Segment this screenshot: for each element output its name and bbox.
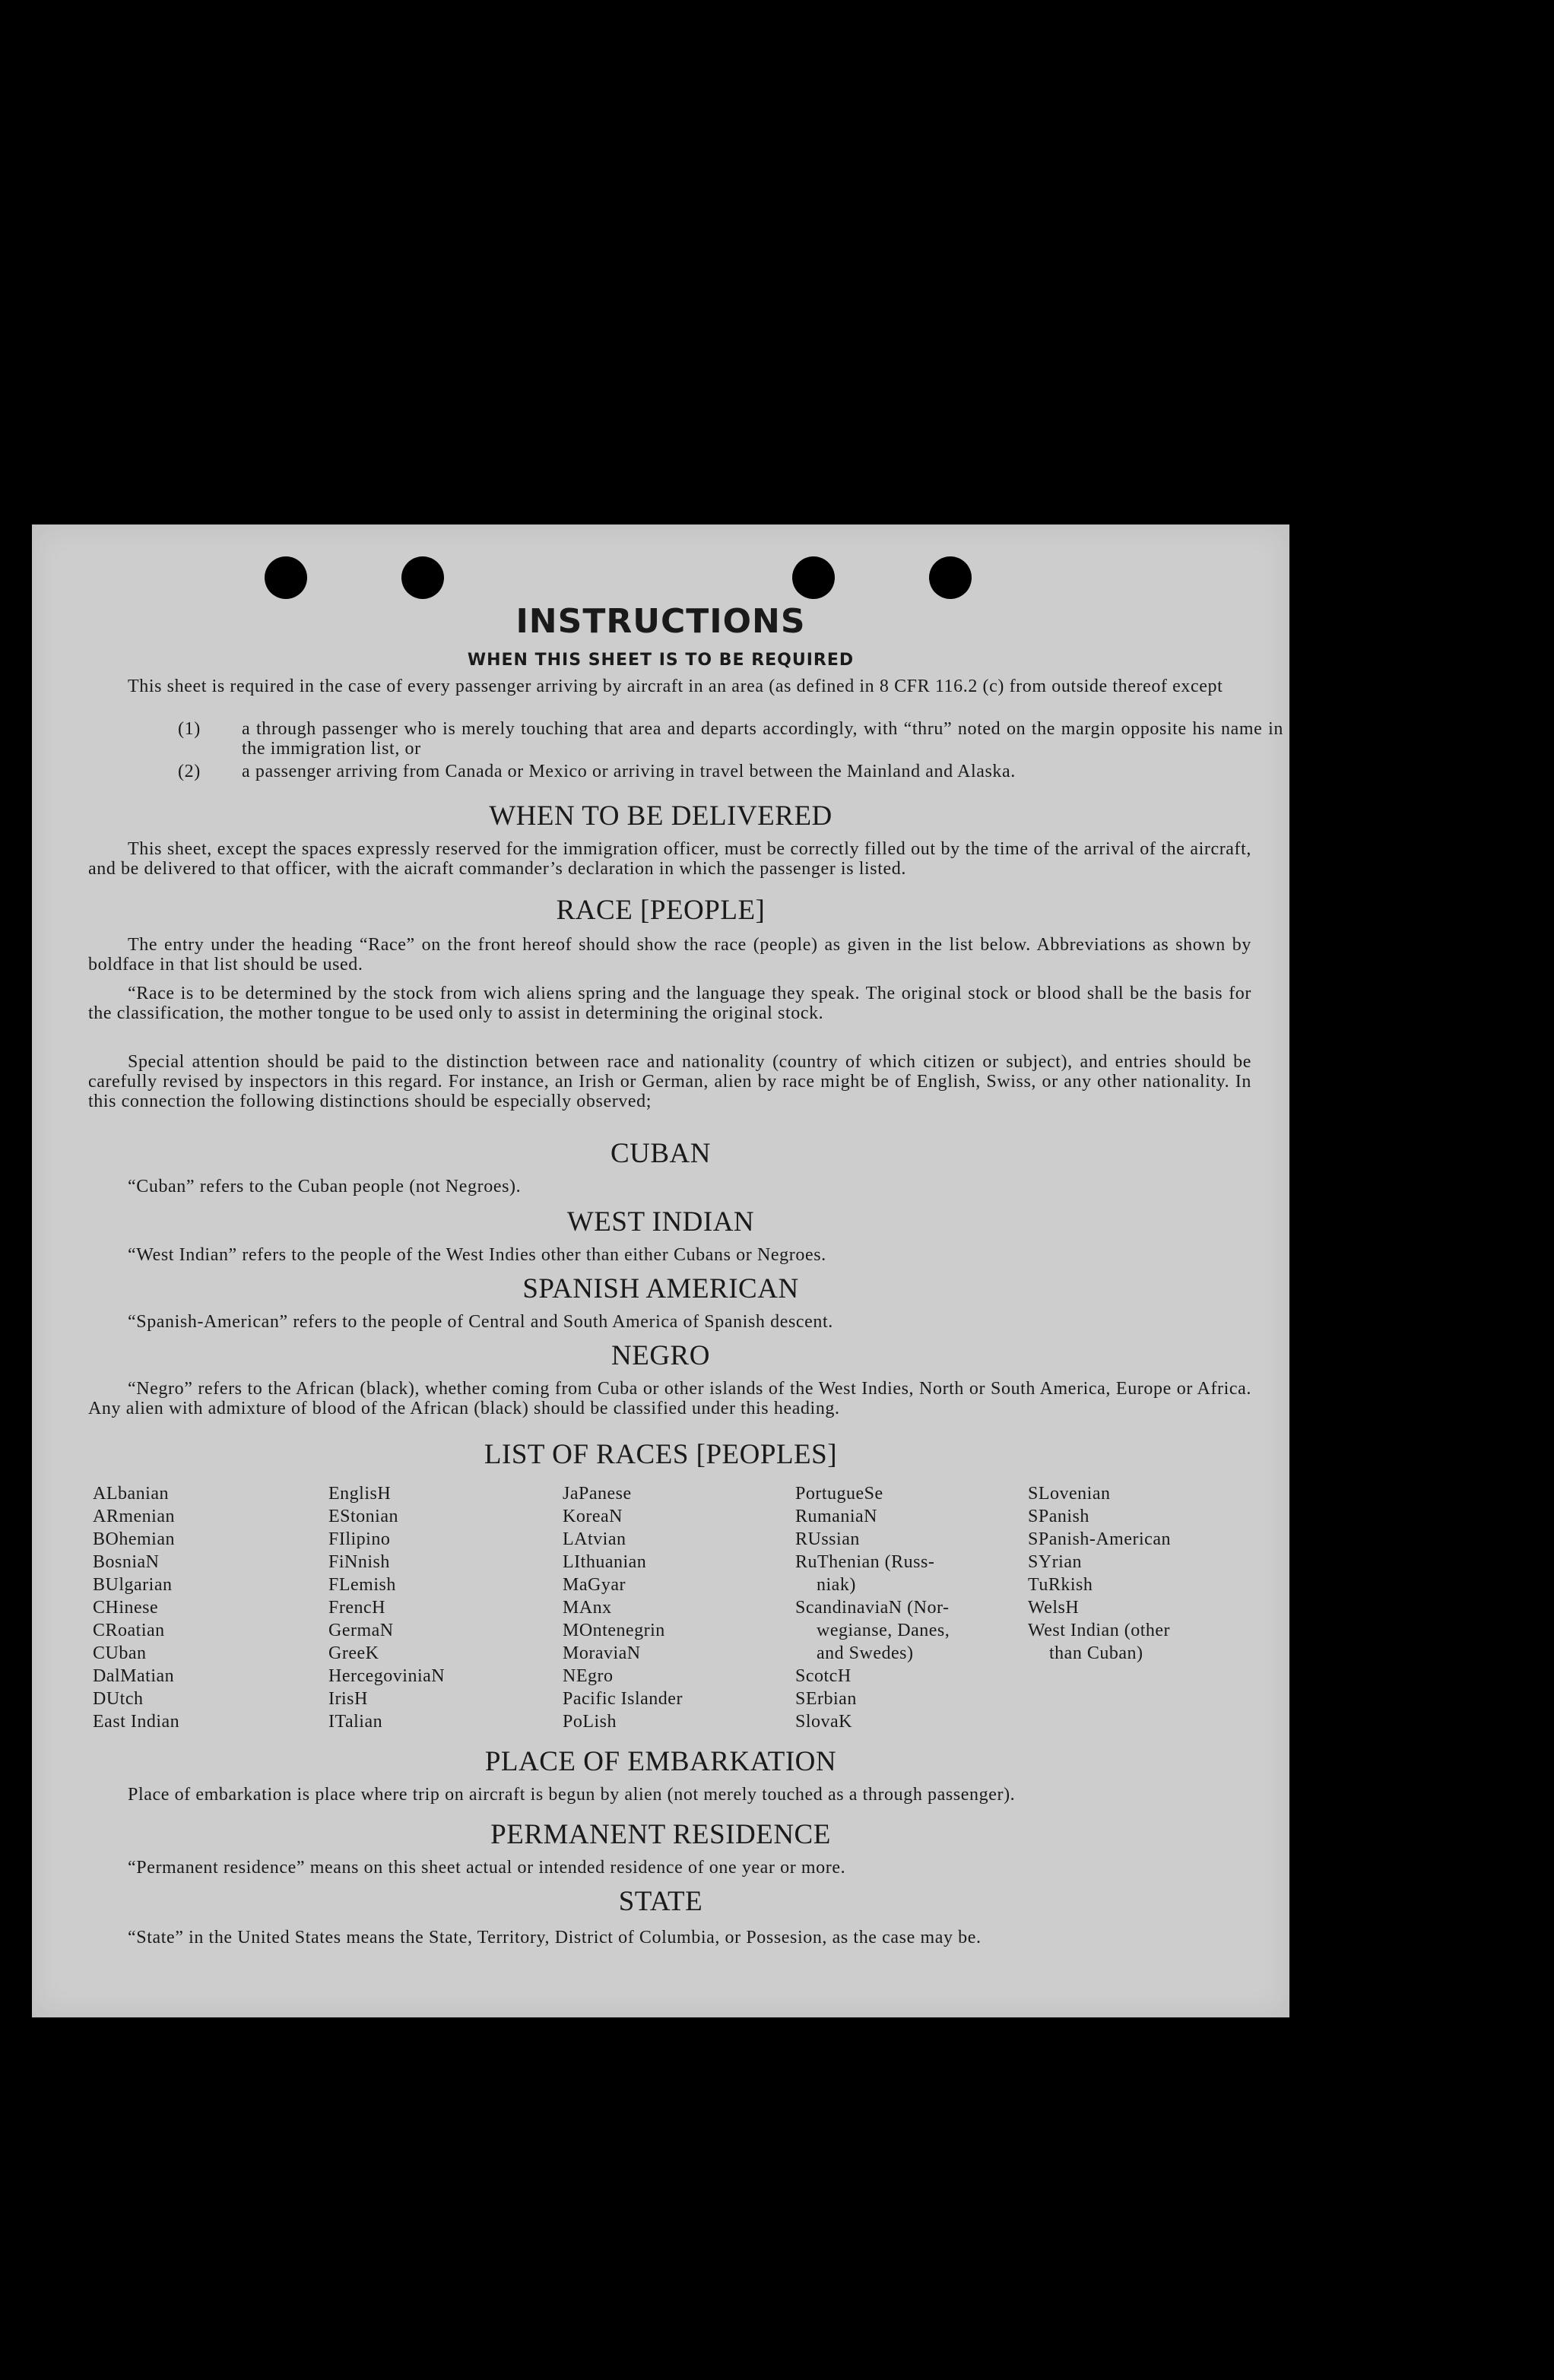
race-entry: SPanish-American: [1028, 1529, 1171, 1549]
race-entry: ARmenian: [93, 1507, 175, 1526]
race-entry: MoraviaN: [563, 1643, 641, 1663]
race-entry: RuThenian (Russ-: [795, 1552, 935, 1572]
race-entry: SErbian: [795, 1689, 857, 1709]
race-entry: West Indian (other: [1028, 1621, 1171, 1640]
section-heading-negro: NEGRO: [611, 1340, 710, 1371]
section-heading-spanish-american: SPANISH AMERICAN: [522, 1273, 799, 1304]
west-indian-paragraph: “West Indian” refers to the people of the West Indies other than either Cubans or Negroes.: [128, 1245, 826, 1265]
race-entry: DalMatian: [93, 1666, 175, 1686]
race-entry: LIthuanian: [563, 1552, 647, 1572]
negro-paragraph: “Negro” refers to the African (black), whether coming from Cuba or other islands of the West Indies, North or South America, Europe or Africa. Any alien with admixture of blood of the African (black) should be classified under this heading.: [88, 1379, 1251, 1418]
state-paragraph: “State” in the United States means the State, Territory, District of Columbia, or Possesion, as the case may be.: [128, 1928, 982, 1947]
race-entry: PoLish: [563, 1712, 617, 1732]
race-entry: ALbanian: [93, 1484, 169, 1504]
races-column-2: [328, 1482, 445, 1733]
race-entry: DUtch: [93, 1689, 144, 1709]
cuban-paragraph: “Cuban” refers to the Cuban people (not Negroes).: [128, 1177, 522, 1196]
race-entry: EnglisH: [328, 1484, 392, 1504]
race-entry: GreeK: [328, 1643, 379, 1663]
race-entry: MOntenegrin: [563, 1621, 665, 1640]
race-entry: MAnx: [563, 1598, 612, 1618]
punch-hole: [401, 556, 444, 599]
races-column-1: [93, 1482, 179, 1733]
race-entry: IrisH: [328, 1689, 368, 1709]
race-entry: niak): [817, 1575, 856, 1595]
race-entry: TuRkish: [1028, 1575, 1093, 1595]
section-heading-cuban: CUBAN: [610, 1138, 712, 1169]
exception-number: (1): [178, 719, 201, 739]
race-paragraph-3: Special attention should be paid to the distinction between race and nationality (country of which citizen or subject), and entries should be carefully revised by inspectors in this regard. For instance, an Irish or German, alien by race might be of English, Swiss, or any other nationality. In this connection the following distinctions should be especially observed;: [88, 1052, 1251, 1111]
exception-number: (2): [178, 762, 201, 781]
section-heading-delivered: WHEN TO BE DELIVERED: [489, 800, 832, 832]
race-entry: East Indian: [93, 1712, 180, 1732]
race-entry: KoreaN: [563, 1507, 623, 1526]
exception-text: a through passenger who is merely touching that area and departs accordingly, with “thru” noted on the margin opposite his name in the immigration list, or: [242, 719, 1283, 759]
race-entry: wegianse, Danes,: [817, 1621, 950, 1640]
race-entry: SlovaK: [795, 1712, 852, 1732]
races-column-5: [1028, 1482, 1171, 1665]
races-column-4: [795, 1482, 950, 1733]
race-entry: FIlipino: [328, 1529, 391, 1549]
races-column-3: [563, 1482, 683, 1733]
race-entry: Pacific Islander: [563, 1689, 683, 1709]
race-entry: ScotcH: [795, 1666, 852, 1686]
instruction-sheet: [32, 524, 1289, 2017]
race-entry: RUssian: [795, 1529, 860, 1549]
section-heading-races: LIST OF RACES [PEOPLES]: [484, 1439, 838, 1470]
section-heading-race: RACE [PEOPLE]: [556, 895, 766, 926]
section-heading-west-indian: WEST INDIAN: [566, 1206, 755, 1238]
section-heading-residence: PERMANENT RESIDENCE: [490, 1819, 831, 1850]
section-heading-embarkation: PLACE OF EMBARKATION: [484, 1746, 837, 1777]
page-subtitle: WHEN THIS SHEET IS TO BE REQUIRED: [467, 651, 855, 670]
page-title: INSTRUCTIONS: [515, 602, 806, 641]
race-entry: LAtvian: [563, 1529, 626, 1549]
race-entry: FLemish: [328, 1575, 396, 1595]
race-paragraph-2: “Race is to be determined by the stock from wich aliens spring and the language they speak. The original stock or blood shall be the basis for the classification, the mother tongue to be used only to assist in determining the original stock.: [88, 984, 1251, 1023]
race-entry: WelsH: [1028, 1598, 1080, 1618]
race-entry: SPanish: [1028, 1507, 1089, 1526]
race-entry: GermaN: [328, 1621, 394, 1640]
race-entry: ScandinaviaN (Nor-: [795, 1598, 950, 1618]
punch-hole: [265, 556, 307, 599]
race-entry: CRoatian: [93, 1621, 165, 1640]
race-entry: BOhemian: [93, 1529, 175, 1549]
exception-text: a passenger arriving from Canada or Mexico or arriving in travel between the Mainland and Alaska.: [242, 762, 1016, 781]
race-entry: MaGyar: [563, 1575, 626, 1595]
race-entry: SLovenian: [1028, 1484, 1111, 1504]
race-entry: PortugueSe: [795, 1484, 883, 1504]
intro-paragraph: This sheet is required in the case of every passenger arriving by aircraft in an area (as defined in 8 CFR 116.2 (c) from outside thereof except: [128, 677, 1223, 696]
race-entry: RumaniaN: [795, 1507, 877, 1526]
embarkation-paragraph: Place of embarkation is place where trip on aircraft is begun by alien (not merely touched as a through passenger).: [128, 1785, 1016, 1805]
section-heading-state: STATE: [618, 1886, 703, 1917]
race-entry: BUlgarian: [93, 1575, 173, 1595]
race-entry: FiNnish: [328, 1552, 390, 1572]
race-entry: HercegoviniaN: [328, 1666, 446, 1686]
race-entry: EStonian: [328, 1507, 398, 1526]
race-entry: than Cuban): [1049, 1643, 1143, 1663]
race-entry: SYrian: [1028, 1552, 1082, 1572]
race-entry: and Swedes): [817, 1643, 914, 1663]
race-entry: FrencH: [328, 1598, 385, 1618]
race-entry: CHinese: [93, 1598, 159, 1618]
residence-paragraph: “Permanent residence” means on this sheet actual or intended residence of one year or more.: [128, 1858, 846, 1878]
race-entry: ITalian: [328, 1712, 383, 1732]
delivered-paragraph: This sheet, except the spaces expressly reserved for the immigration officer, must be correctly filled out by the time of the arrival of the aircraft, and be delivered to that officer, with the aicraft commander’s declaration in which the passenger is listed.: [88, 839, 1251, 879]
race-paragraph-1: The entry under the heading “Race” on the front hereof should show the race (people) as given in the list below. Abbreviations as shown by boldface in that list should be used.: [88, 935, 1251, 975]
race-entry: BosniaN: [93, 1552, 160, 1572]
race-entry: JaPanese: [563, 1484, 632, 1504]
race-entry: NEgro: [563, 1666, 614, 1686]
race-entry: CUban: [93, 1643, 147, 1663]
punch-hole: [929, 556, 972, 599]
punch-hole: [792, 556, 835, 599]
spanish-american-paragraph: “Spanish-American” refers to the people of Central and South America of Spanish descent.: [128, 1312, 833, 1332]
